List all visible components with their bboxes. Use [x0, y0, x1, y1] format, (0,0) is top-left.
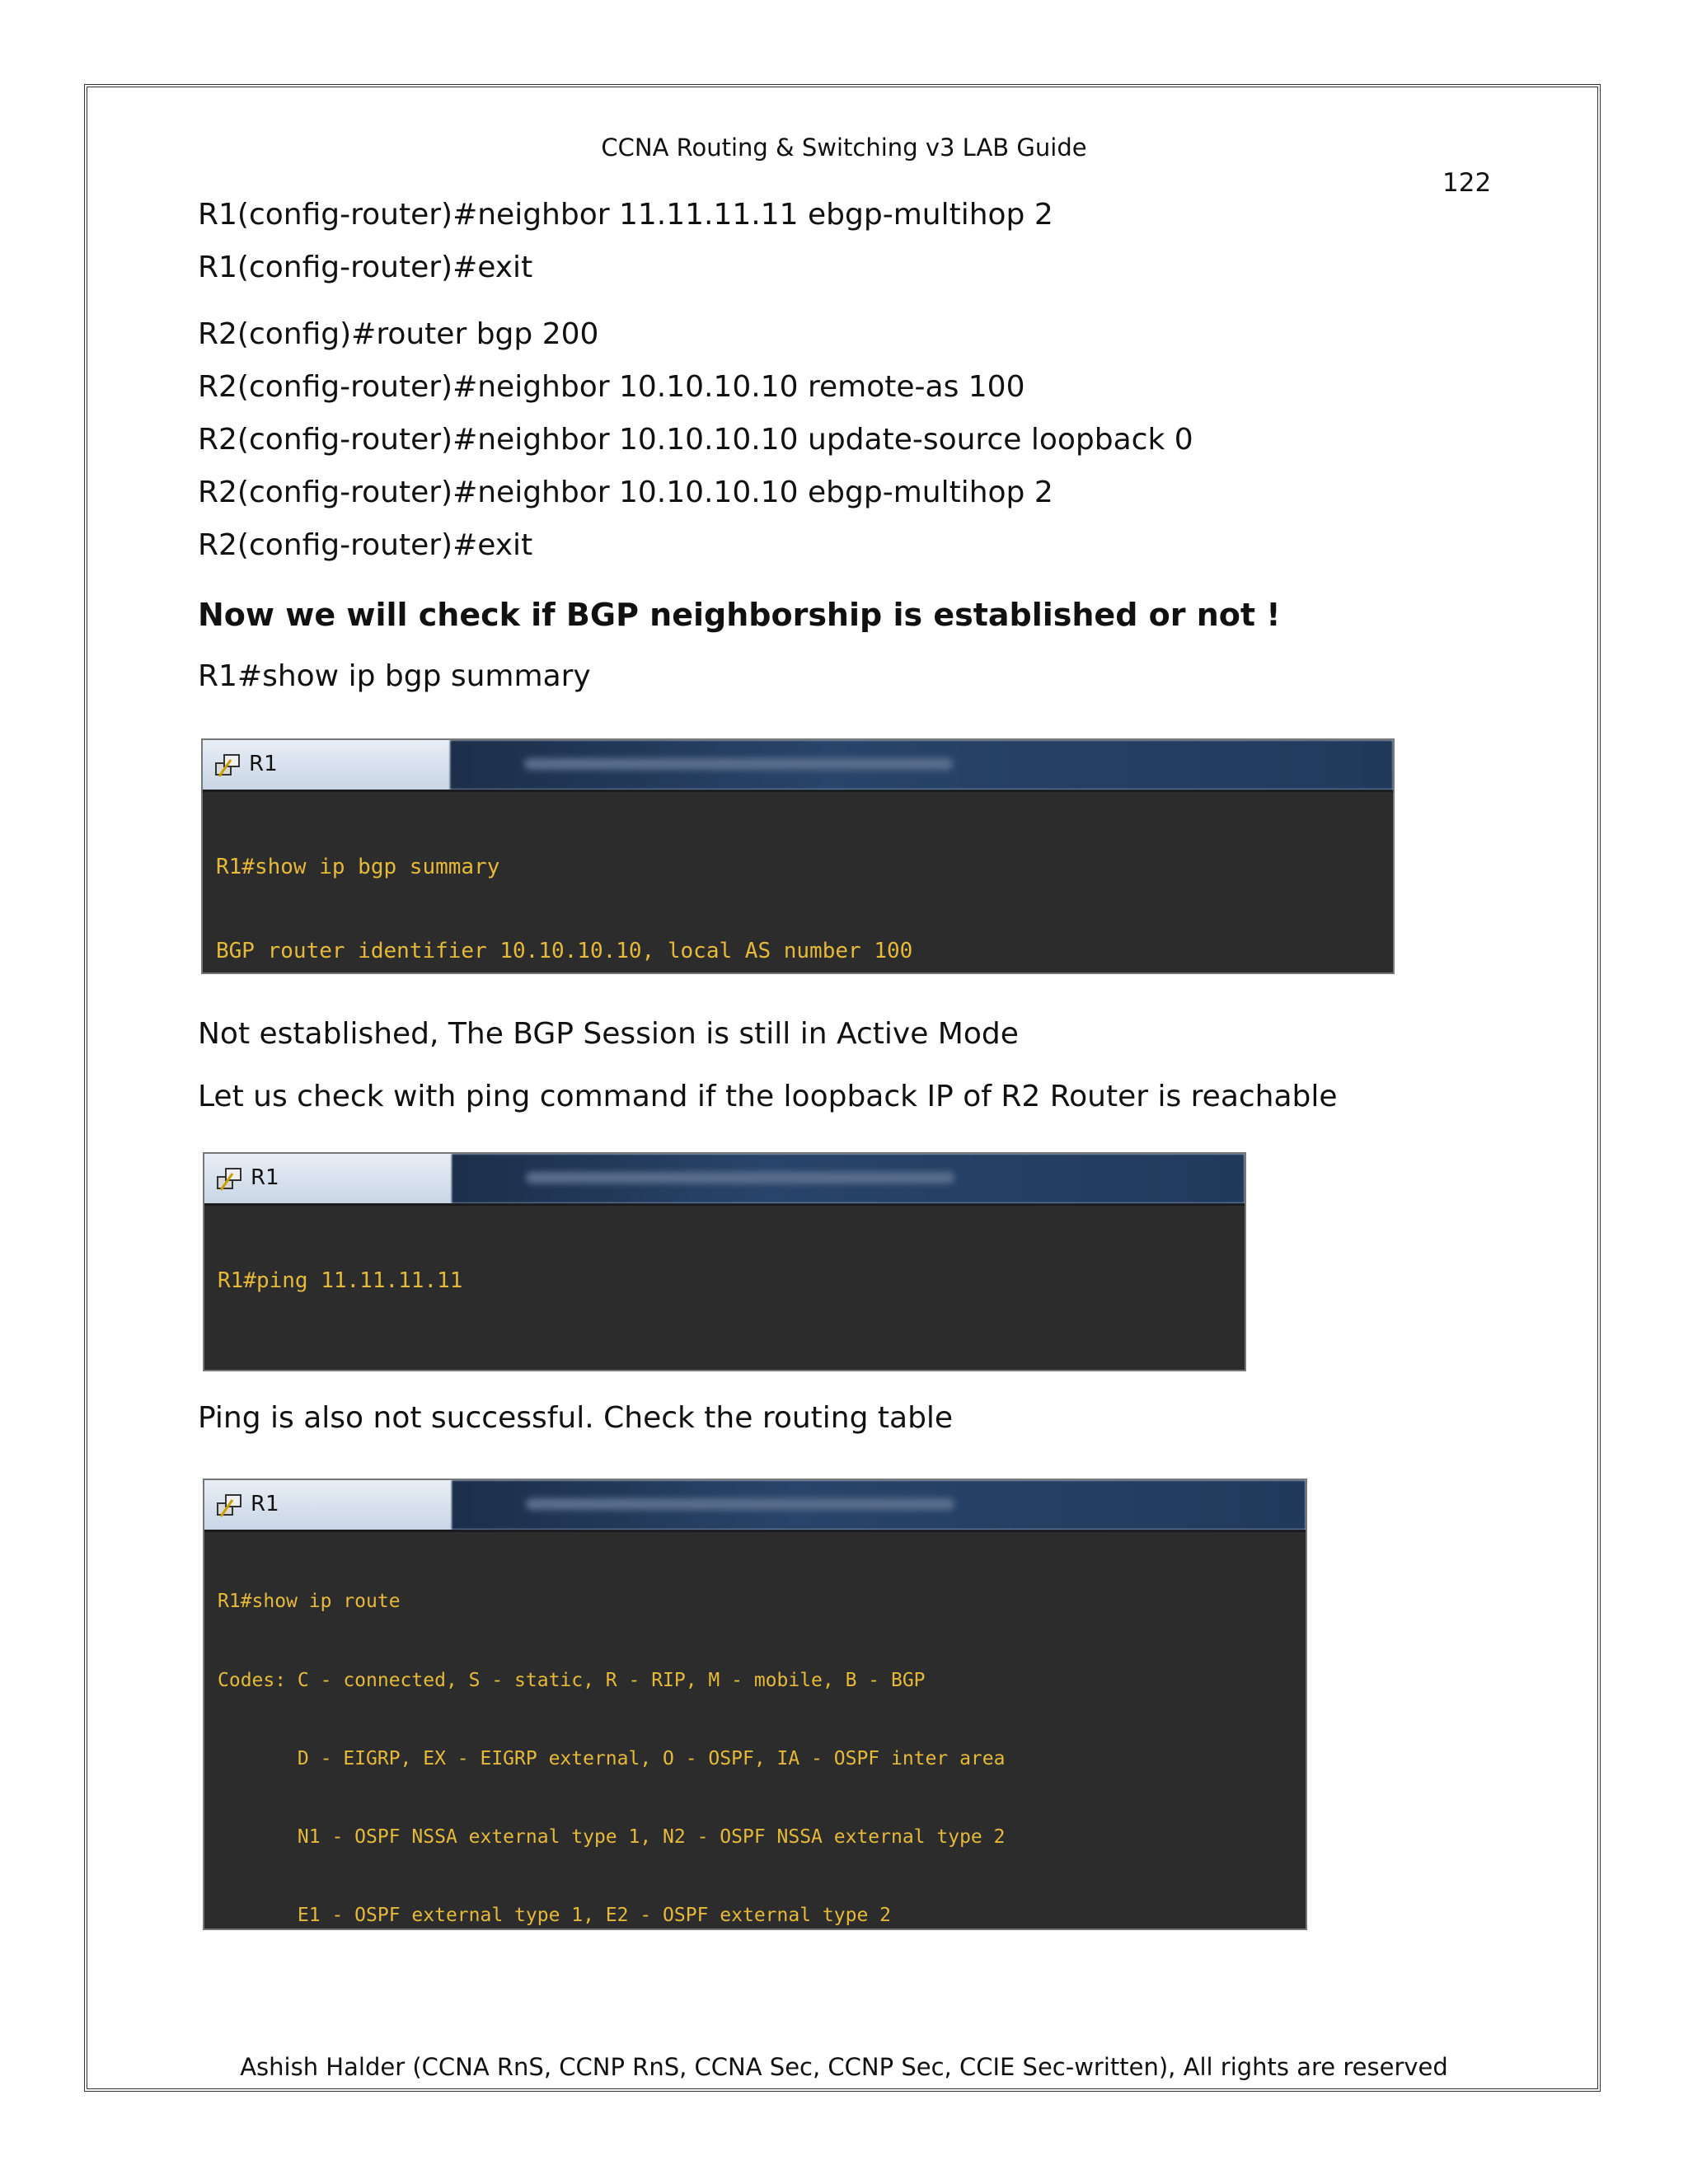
instruction-text: Let us check with ping command if the loopback IP of R2 Router is reachable	[198, 1080, 1338, 1113]
instruction-text: Ping is also not successful. Check the routing table	[198, 1401, 954, 1435]
terminal-window-bgp-summary	[201, 738, 1395, 974]
terminal-line: R1#ping 11.11.11.11	[218, 1268, 463, 1293]
blurred-titlebar-area	[452, 1154, 1245, 1203]
terminal-line	[218, 1351, 1245, 1371]
header-title: CCNA Routing & Switching v3 LAB Guide	[601, 134, 1087, 162]
terminal-titlebar	[204, 1480, 1306, 1532]
terminal-title: R1	[251, 1165, 279, 1190]
terminal-output	[203, 792, 1393, 974]
status-text: Not established, The BGP Session is still in Active Mode	[198, 1017, 1019, 1051]
terminal-output	[204, 1532, 1306, 1930]
terminal-titlebar	[203, 740, 1393, 792]
terminal-line: Codes: C - connected, S - static, R - RIP, M - mobile, B - BGP	[218, 1669, 926, 1691]
terminal-line: R1#show ip bgp summary	[216, 855, 500, 879]
terminal-line: N1 - OSPF NSSA external type 1, N2 - OSPF NSSA external type 2	[218, 1825, 1006, 1848]
terminal-titlebar	[204, 1154, 1245, 1206]
terminal-title: R1	[249, 752, 278, 776]
terminal-line: R1#show ip route	[218, 1591, 401, 1613]
config-line: R2(config-router)#exit	[198, 528, 533, 562]
blurred-titlebar-area	[452, 1480, 1306, 1530]
config-line: R2(config)#router bgp 200	[198, 317, 599, 351]
page-footer: Ashish Halder (CCNA RnS, CCNP RnS, CCNA Sec, CCNP Sec, CCIE Sec-written), All rights are reserved	[240, 2053, 1448, 2081]
putty-terminal-icon	[216, 1492, 244, 1520]
config-line: R2(config-router)#neighbor 10.10.10.10 update-source loopback 0	[198, 423, 1193, 457]
config-line: R1(config-router)#exit	[198, 251, 533, 284]
terminal-line: BGP router identifier 10.10.10.10, local AS number 100	[216, 939, 913, 963]
terminal-line: D - EIGRP, EX - EIGRP external, O - OSPF, IA - OSPF inter area	[218, 1747, 1006, 1769]
terminal-line: E1 - OSPF external type 1, E2 - OSPF external type 2	[218, 1904, 891, 1926]
command-line: R1#show ip bgp summary	[198, 659, 591, 693]
config-line: R1(config-router)#neighbor 11.11.11.11 ebgp-multihop 2	[198, 198, 1053, 232]
putty-terminal-icon	[214, 752, 242, 780]
blurred-titlebar-area	[450, 740, 1393, 790]
page-number: 122	[1442, 168, 1492, 198]
config-line: R2(config-router)#neighbor 10.10.10.10 ebgp-multihop 2	[198, 476, 1053, 509]
section-heading: Now we will check if BGP neighborship is established or not !	[198, 597, 1281, 633]
terminal-window-ping	[203, 1152, 1246, 1371]
putty-terminal-icon	[216, 1165, 244, 1193]
terminal-output	[204, 1206, 1245, 1371]
config-line: R2(config-router)#neighbor 10.10.10.10 remote-as 100	[198, 370, 1025, 404]
terminal-title: R1	[251, 1492, 279, 1516]
terminal-window-ip-route	[203, 1479, 1307, 1930]
